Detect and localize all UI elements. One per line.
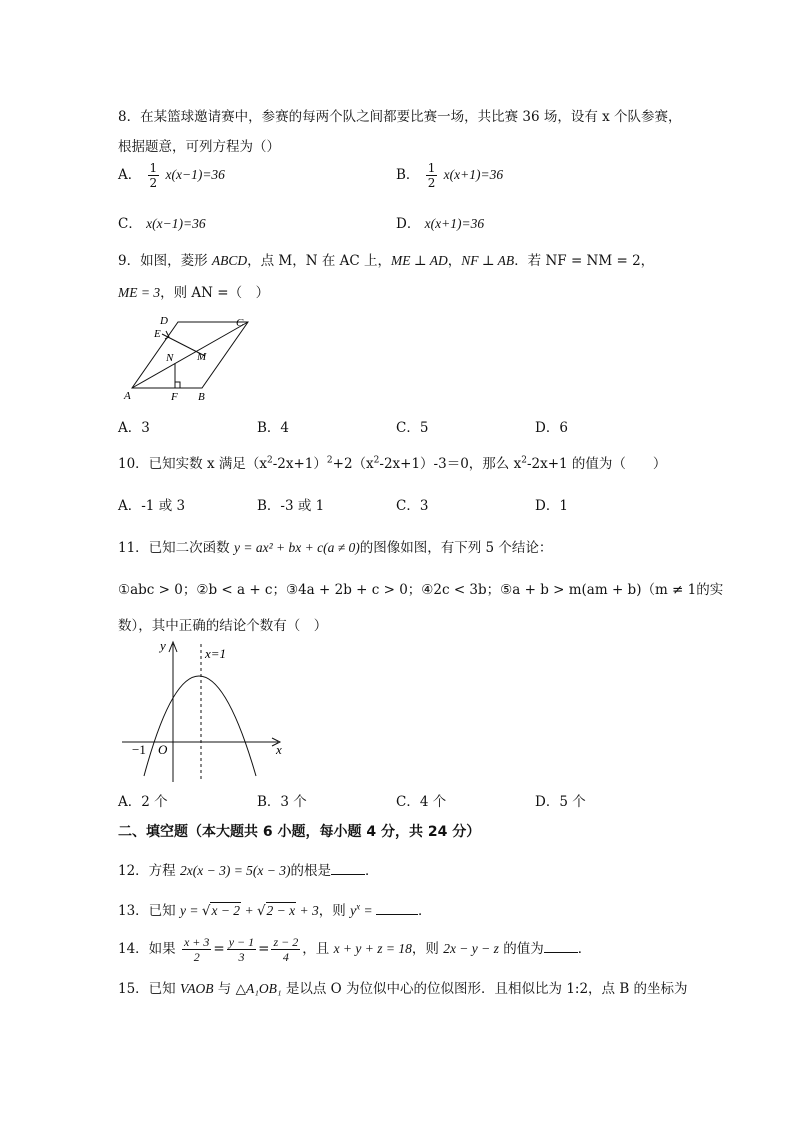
symmetry-label: x=1 — [205, 646, 227, 661]
q11-option-a: A．2 个 — [118, 794, 168, 810]
q8-option-d: D． x(x+1)=36 — [396, 216, 485, 232]
q9-option-c: C．5 — [396, 420, 429, 436]
parabola-curve — [144, 676, 256, 776]
q12: 12．方程 2x(x − 3) = 5(x − 3)的根是 ． — [118, 863, 379, 879]
q10-line1: 10．已知实数 x 满足$(x^2-2x+1)^2+2(x^2-2x+1)-3=0$，那么 $x^2-2x+1$ 的值为（ ） — [118, 455, 667, 472]
q9-option-b: B．4 — [257, 420, 290, 436]
q10-option-d: D．1 — [535, 498, 568, 514]
y-axis-label: y — [160, 638, 166, 653]
q9-option-a: A．3 — [118, 420, 150, 436]
answer-blank[interactable] — [544, 940, 578, 953]
q10-option-c: C．3 — [396, 498, 429, 514]
section-heading: 二、填空题（本大题共 6 小题，每小题 4 分，共 24 分） — [118, 824, 481, 840]
label-m: M — [197, 351, 207, 363]
origin-label: O — [158, 742, 168, 757]
answer-blank[interactable] — [331, 862, 365, 875]
q9-option-d: D．6 — [535, 420, 568, 436]
label-f: F — [171, 391, 178, 402]
q10-option-b: B．-3 或 1 — [257, 498, 325, 514]
q8-line2: 根据题意，可列方程为（） — [118, 139, 280, 155]
q13: 13．已知 y = √x − 2 + √2 − x + 3，则 $y^x$ = ． — [118, 901, 432, 919]
q8-option-b: B． $\frac{1}{2}$ x(x+1)=36 — [396, 161, 504, 190]
answer-blank[interactable] — [376, 902, 418, 915]
q9-line1: 9．如图，菱形 ABCD，点 M，N 在 AC 上，ME ⊥ AD，NF ⊥ AB．若 NF = NM = 2， — [118, 253, 655, 269]
q11-option-c: C．4 个 — [396, 794, 447, 810]
q14: 14．如果 $\frac{x + 3}{2}$ = $\frac{y - 1}{3}$ = $\frac{z - 2}{4}$ ，且 x + y + z = 18，则 2x − y − z 的值为 ． — [118, 935, 592, 964]
rhombus-figure — [118, 310, 258, 402]
neg-one-label: −1 — [132, 742, 146, 757]
q8-line1: 8．在某篮球邀请赛中，参赛的每两个队之间都要比赛一场，共比赛 36 场，设有 x 个队参赛， — [118, 109, 682, 125]
q9-line2: ME = 3，则 AN =（ ） — [118, 285, 270, 301]
q10-option-a: A．-1 或 3 — [118, 498, 186, 514]
label-b: B — [198, 391, 205, 402]
q11-option-d: D．5 个 — [535, 794, 586, 810]
q11-line3: 数），其中正确的结论个数有（ ） — [118, 618, 328, 634]
parabola-graph — [118, 636, 298, 786]
q8-option-c: C． x(x−1)=36 — [118, 216, 206, 232]
label-n: N — [166, 352, 174, 364]
x-axis-label: x — [276, 742, 282, 757]
label-d: D — [160, 315, 168, 327]
q11-conclusions: ①abc > 0；②b < a + c；③4a + 2b + c > 0；④2c < 3b；⑤a + b > m(am + b)（m ≠ 1的实 — [118, 582, 724, 598]
label-e: E — [154, 328, 161, 340]
q8-option-a: A． $\frac{1}{2}$ x(x−1)=36 — [118, 161, 225, 190]
label-c: C — [236, 317, 244, 329]
q15: 15．已知 VAOB 与 △A₁OB₁ 是以点 O 为位似中心的位似图形．且相似比为 1:2，点 B 的坐标为 — [118, 981, 688, 997]
q11-option-b: B．3 个 — [257, 794, 307, 810]
q11-line1: 11．已知二次函数 y = ax² + bx + c(a ≠ 0)的图像如图，有下列 5 个结论： — [118, 540, 553, 556]
fraction: $\frac{1}{2}$ — [149, 161, 158, 190]
label-a: A — [124, 390, 131, 402]
fraction: $\frac{1}{2}$ — [427, 161, 436, 190]
